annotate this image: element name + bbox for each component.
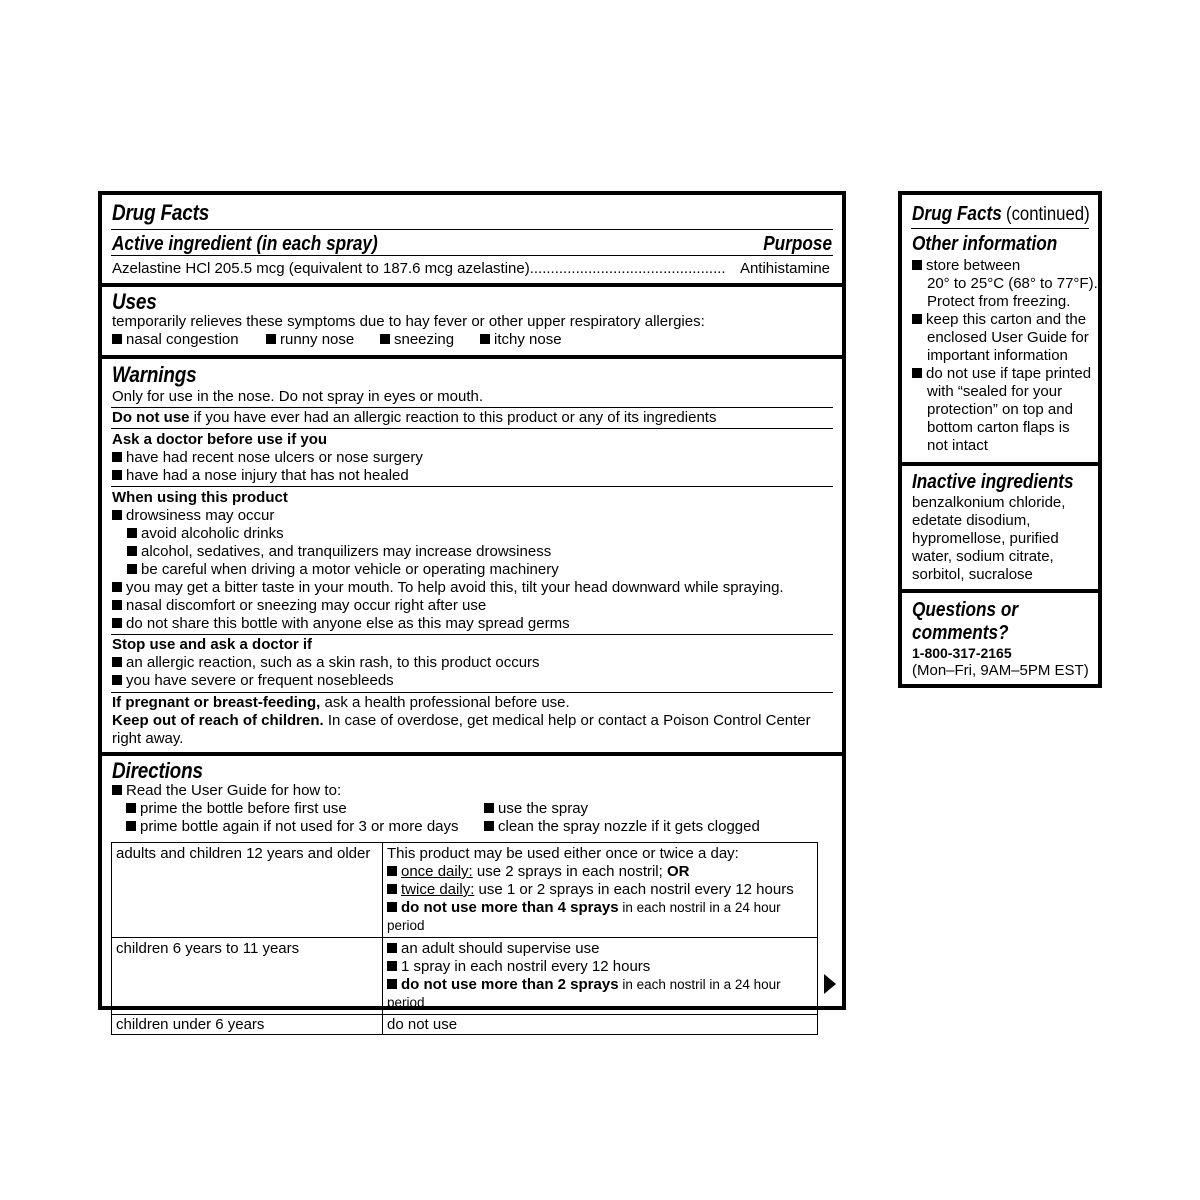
use-item: sneezing bbox=[380, 331, 454, 349]
nose-only-warning: Only for use in the nose. Do not spray in eyes or mouth. bbox=[112, 388, 484, 405]
bullet-icon bbox=[112, 600, 122, 610]
divider bbox=[111, 486, 833, 487]
when-using-subitem: avoid alcoholic drinks bbox=[127, 525, 284, 543]
uses-section bbox=[102, 283, 842, 355]
other-information-heading: Other information bbox=[912, 233, 1058, 255]
bullet-icon bbox=[127, 528, 137, 538]
divider bbox=[111, 407, 833, 408]
bullet-icon bbox=[126, 803, 136, 813]
divider bbox=[111, 428, 833, 429]
purpose-value: Antihistamine bbox=[739, 260, 830, 277]
inactive-ingredient-line: benzalkonium chloride, bbox=[912, 494, 1066, 511]
bullet-icon bbox=[484, 803, 494, 813]
bullet-icon bbox=[112, 675, 122, 685]
divider bbox=[111, 634, 833, 635]
warnings-heading: Warnings bbox=[112, 362, 197, 387]
dosage-cell: do not use bbox=[383, 1015, 818, 1035]
divider bbox=[111, 692, 833, 693]
questions-section bbox=[902, 589, 1098, 684]
when-using-subitem: alcohol, sedatives, and tranquilizers may increase drowsiness bbox=[127, 543, 551, 561]
bullet-icon bbox=[912, 368, 922, 378]
directions-section bbox=[102, 752, 842, 1033]
stop-use-item: an allergic reaction, such as a skin rash, to this product occurs bbox=[112, 654, 540, 672]
warnings-section bbox=[102, 355, 842, 752]
table-row bbox=[112, 1015, 818, 1035]
bullet-icon bbox=[387, 979, 397, 989]
bullet-icon bbox=[912, 260, 922, 270]
other-info-text: protection” on top and bbox=[927, 401, 1073, 418]
divider bbox=[111, 255, 833, 256]
bullet-icon bbox=[387, 866, 397, 876]
other-info-item: keep this carton and the bbox=[912, 311, 1086, 329]
bullet-icon bbox=[387, 943, 397, 953]
when-using-item: drowsiness may occur bbox=[112, 507, 274, 525]
keep-out-warning: Keep out of reach of children. In case of overdose, get medical help or contact a Poison Control Center bbox=[112, 712, 811, 729]
bullet-icon bbox=[266, 334, 276, 344]
age-group-cell: adults and children 12 years and older bbox=[112, 843, 383, 938]
table-row bbox=[112, 938, 818, 1015]
age-group-cell: children under 6 years bbox=[112, 1015, 383, 1035]
continue-arrow-icon bbox=[824, 974, 836, 994]
uses-intro: temporarily relieves these symptoms due to hay fever or other upper respiratory allergies: bbox=[112, 313, 705, 330]
when-using-item: do not share this bottle with anyone else as this may spread germs bbox=[112, 615, 570, 633]
bullet-icon bbox=[480, 334, 490, 344]
dosage-item: an adult should supervise use bbox=[387, 940, 813, 958]
pregnant-warning: If pregnant or breast-feeding, ask a health professional before use. bbox=[112, 694, 570, 711]
bullet-icon bbox=[484, 821, 494, 831]
drug-facts-panel bbox=[98, 191, 846, 1033]
bullet-icon bbox=[127, 546, 137, 556]
questions-heading-cont: comments? bbox=[912, 622, 1009, 644]
inactive-ingredient-line: water, sodium citrate, bbox=[912, 548, 1054, 565]
ask-doctor-item: have had recent nose ulcers or nose surgery bbox=[112, 449, 423, 467]
dosage-item: 1 spray in each nostril every 12 hours bbox=[387, 958, 813, 976]
other-info-text: important information bbox=[927, 347, 1068, 364]
bullet-icon bbox=[112, 657, 122, 667]
other-info-text: Protect from freezing. bbox=[927, 293, 1071, 310]
bullet-icon bbox=[112, 334, 122, 344]
bullet-icon bbox=[387, 902, 397, 912]
other-info-item: store between bbox=[912, 257, 1020, 275]
other-info-text: not intact bbox=[927, 437, 988, 454]
guide-item: clean the spray nozzle if it gets clogged bbox=[484, 818, 760, 836]
bullet-icon bbox=[126, 821, 136, 831]
support-hours: (Mon–Fri, 9AM–5PM EST) bbox=[912, 662, 1089, 679]
bullet-icon bbox=[380, 334, 390, 344]
use-item: nasal congestion bbox=[112, 331, 239, 349]
divider bbox=[111, 229, 833, 230]
bullet-icon bbox=[127, 564, 137, 574]
bullet-icon bbox=[112, 510, 122, 520]
other-info-text: bottom carton flaps is bbox=[927, 419, 1070, 436]
use-item: itchy nose bbox=[480, 331, 562, 349]
bullet-icon bbox=[112, 470, 122, 480]
inactive-ingredient-line: sorbitol, sucralose bbox=[912, 566, 1033, 583]
dosage-table bbox=[111, 842, 818, 1035]
active-ingredient-line: Azelastine HCl 205.5 mcg (equivalent to 187.6 mcg azelastine)............................................... bbox=[112, 260, 726, 277]
inactive-ingredient-line: edetate disodium, bbox=[912, 512, 1031, 529]
purpose-heading: Purpose bbox=[763, 233, 832, 255]
dosage-item: once daily: use 2 sprays in each nostril; OR bbox=[387, 863, 813, 881]
read-guide: Read the User Guide for how to: bbox=[112, 782, 341, 800]
stop-use-heading: Stop use and ask a doctor if bbox=[112, 636, 313, 653]
when-using-item: nasal discomfort or sneezing may occur right after use bbox=[112, 597, 486, 615]
ask-doctor-heading: Ask a doctor before use if you bbox=[112, 431, 328, 448]
age-group-cell: children 6 years to 11 years bbox=[112, 938, 383, 1015]
drug-facts-continued-panel bbox=[898, 191, 1102, 688]
bullet-icon bbox=[387, 961, 397, 971]
dosage-cell bbox=[383, 938, 818, 1015]
when-using-subitem: be careful when driving a motor vehicle or operating machinery bbox=[127, 561, 559, 579]
bullet-icon bbox=[112, 785, 122, 795]
other-info-item: do not use if tape printed bbox=[912, 365, 1091, 383]
bullet-icon bbox=[387, 884, 397, 894]
when-using-heading: When using this product bbox=[112, 489, 288, 506]
use-item: runny nose bbox=[266, 331, 354, 349]
other-information-section bbox=[902, 195, 1098, 462]
when-using-item: you may get a bitter taste in your mouth. To help avoid this, tilt your head downward while spraying. bbox=[112, 579, 784, 597]
bullet-icon bbox=[112, 618, 122, 628]
keep-out-warning-cont: right away. bbox=[112, 730, 184, 747]
directions-heading: Directions bbox=[112, 758, 203, 783]
inactive-ingredients-section bbox=[902, 462, 1098, 589]
drug-facts-title: Drug Facts bbox=[112, 200, 210, 225]
dosage-item: twice daily: use 1 or 2 sprays in each nostril every 12 hours bbox=[387, 881, 813, 899]
active-ingredient-heading: Active ingredient (in each spray) bbox=[112, 233, 378, 255]
dosage-intro: This product may be used either once or twice a day: bbox=[387, 845, 739, 862]
uses-heading: Uses bbox=[112, 289, 157, 314]
guide-item: prime bottle again if not used for 3 or more days bbox=[126, 818, 459, 836]
table-row bbox=[112, 843, 818, 938]
active-ingredient-section bbox=[102, 195, 842, 283]
guide-item: use the spray bbox=[484, 800, 588, 818]
do-not-use-warning: Do not use if you have ever had an allergic reaction to this product or any of its ingredients bbox=[112, 409, 717, 426]
continued-title: Drug Facts(continued) bbox=[912, 203, 1091, 225]
dosage-item: do not use more than 4 sprays in each nostril in a 24 hour period bbox=[387, 899, 781, 933]
divider bbox=[911, 228, 1089, 229]
bullet-icon bbox=[912, 314, 922, 324]
dosage-cell bbox=[383, 843, 818, 938]
guide-item: prime the bottle before first use bbox=[126, 800, 347, 818]
inactive-ingredient-line: hypromellose, purified bbox=[912, 530, 1059, 547]
other-info-text: with “sealed for your bbox=[927, 383, 1063, 400]
bullet-icon bbox=[112, 452, 122, 462]
questions-heading: Questions or bbox=[912, 599, 1019, 621]
phone-number: 1-800-317-2165 bbox=[912, 645, 1012, 661]
dosage-item: do not use more than 2 sprays in each nostril in a 24 hour period bbox=[387, 976, 781, 1010]
stop-use-item: you have severe or frequent nosebleeds bbox=[112, 672, 394, 690]
other-info-text: 20° to 25°C (68° to 77°F). bbox=[927, 275, 1098, 292]
ask-doctor-item: have had a nose injury that has not healed bbox=[112, 467, 409, 485]
other-info-text: enclosed User Guide for bbox=[927, 329, 1089, 346]
bullet-icon bbox=[112, 582, 122, 592]
inactive-ingredients-heading: Inactive ingredients bbox=[912, 471, 1074, 493]
